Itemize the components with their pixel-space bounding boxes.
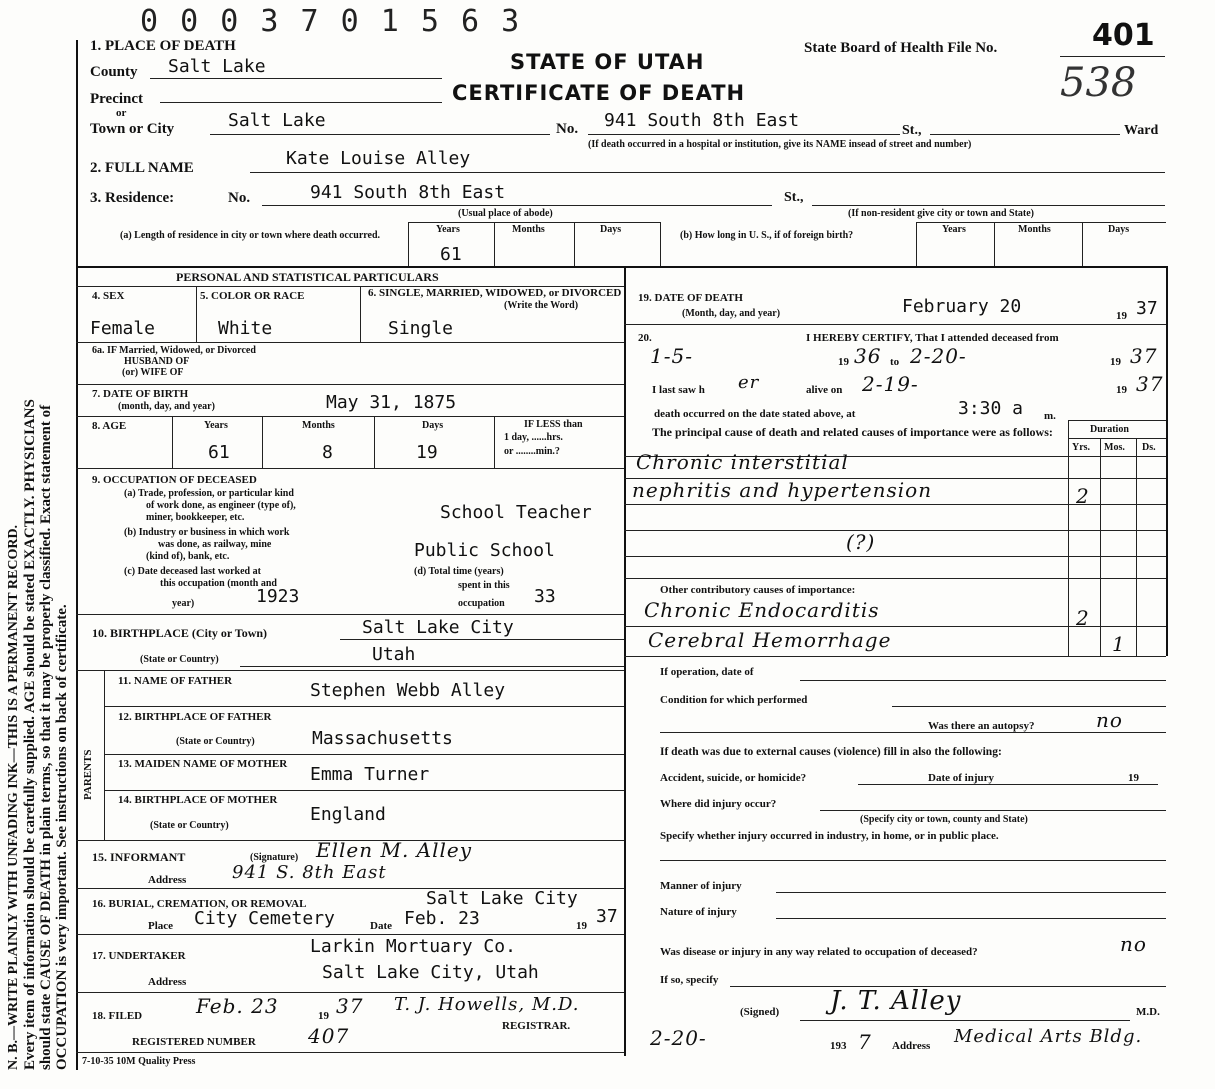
res-days-label: Days	[600, 224, 622, 235]
age-months-value: 8	[322, 442, 333, 463]
undertaker-label: 17. UNDERTAKER	[92, 950, 186, 962]
specify-injury-label: Specify whether injury occurred in industry, in home, or in public place.	[660, 830, 999, 842]
spouse-husband-label: HUSBAND OF	[124, 356, 190, 367]
marital-label: 6. SINGLE, MARRIED, WIDOWED, or DIVORCED	[368, 287, 622, 299]
burial-label: 16. BURIAL, CREMATION, OR REMOVAL	[92, 898, 307, 910]
or-label: or	[116, 107, 127, 119]
margin-warning: N. B.—WRITE PLAINLY WITH UNFADING INK—THIS IS A PERMANENT RECORD.	[6, 524, 21, 1070]
certify-to-year: 37	[1130, 344, 1158, 368]
informant-sig-label: (Signature)	[250, 852, 299, 863]
undertaker-address: Salt Lake City, Utah	[322, 962, 539, 983]
if-so-label: If so, specify	[660, 974, 719, 986]
nonresident-note: (If non-resident give city or town and State)	[848, 208, 1035, 219]
usual-abode-note: (Usual place of abode)	[458, 208, 553, 219]
cause-line-2-years: 2	[1076, 484, 1090, 508]
father-birthplace-value: Massachusetts	[312, 728, 453, 749]
spouse-wife-label: (or) WIFE OF	[122, 367, 184, 378]
street-no-label: No.	[556, 121, 579, 137]
occupation-d-line2: spent in this	[458, 580, 510, 591]
informant-label: 15. INFORMANT	[92, 850, 186, 864]
injury-date-label: Date of injury	[928, 772, 994, 784]
marital-note: (Write the Word)	[504, 300, 579, 311]
handwritten-file-number: 538	[1060, 60, 1137, 106]
dob-label: 7. DATE OF BIRTH	[92, 388, 189, 400]
date-of-death-value: February 20	[902, 296, 1022, 317]
manner-label: Manner of injury	[660, 880, 742, 892]
cause-line-2: nephritis and hypertension	[632, 478, 933, 502]
certify-text: I HEREBY CERTIFY, That I attended deceased from	[806, 332, 1059, 344]
age-years-label: Years	[204, 420, 228, 431]
occupation-a-label: (a) Trade, profession, or particular kind	[124, 488, 294, 499]
other-cause-1-years: 2	[1076, 606, 1090, 630]
accident-label: Accident, suicide, or homicide?	[660, 772, 807, 784]
certify-from-year-prefix: 19	[838, 356, 849, 368]
nature-label: Nature of injury	[660, 906, 737, 918]
duration-mos-label: Mos.	[1104, 442, 1125, 453]
occupation-last-worked: 1923	[256, 586, 300, 607]
autopsy-value: no	[1096, 708, 1123, 732]
mother-birthplace-label: 14. BIRTHPLACE OF MOTHER	[118, 794, 278, 806]
birthplace-city: Salt Lake City	[362, 617, 514, 638]
other-cause-2-months: 1	[1112, 632, 1126, 656]
signed-year-prefix: 193	[830, 1040, 847, 1052]
certify-to-year-prefix: 19	[1110, 356, 1121, 368]
town-value: Salt Lake	[228, 110, 326, 131]
cause-line-1: Chronic interstitial	[636, 450, 849, 474]
sex-label: 4. SEX	[92, 290, 125, 302]
other-cause-1: Chronic Endocarditis	[644, 598, 880, 622]
county-value: Salt Lake	[168, 56, 266, 77]
alive-year: 37	[1136, 372, 1164, 396]
residence-no-label: No.	[228, 190, 251, 206]
md-label: M.D.	[1136, 1006, 1160, 1018]
res-months-label: Months	[512, 224, 545, 235]
death-occurred-label: death occurred on the date stated above, at	[654, 408, 856, 420]
filed-year-prefix: 19	[318, 1010, 329, 1022]
occupation-a-line3: miner, bookkeeper, etc.	[146, 512, 245, 523]
signed-label: (Signed)	[740, 1006, 780, 1018]
occupation-industry: Public School	[414, 540, 555, 561]
street-st-label: St.,	[902, 123, 922, 138]
registrar-signature: T. J. Howells, M.D.	[394, 994, 580, 1015]
alive-year-prefix: 19	[1116, 384, 1127, 396]
birthplace-state: Utah	[372, 644, 416, 665]
father-birthplace-label: 12. BIRTHPLACE OF FATHER	[118, 711, 272, 723]
filed-date: Feb. 23	[196, 994, 279, 1018]
certificate-title: CERTIFICATE OF DEATH	[452, 81, 746, 105]
occupation-c-label: (c) Date deceased last worked at	[124, 566, 261, 577]
age-years-value: 61	[208, 442, 230, 463]
operation-label: If operation, date of	[660, 666, 754, 678]
county-label: County	[90, 64, 138, 80]
spouse-label: 6a. IF Married, Widowed, or Divorced	[92, 345, 256, 356]
last-saw-label: I last saw h	[652, 384, 705, 396]
town-label: Town or City	[90, 121, 175, 137]
burial-year: 37	[596, 906, 618, 927]
margin-instructions-3: OCCUPATION is very important. See instructions on back of certificate.	[54, 604, 70, 1070]
date-of-death-year-prefix: 19	[1116, 310, 1127, 322]
filed-year: 37	[336, 994, 364, 1018]
date-of-death-note: (Month, day, and year)	[682, 308, 781, 319]
occupation-c-line3: year)	[172, 598, 195, 609]
dob-note: (month, day, and year)	[118, 401, 215, 412]
occupation-d-label: (d) Total time (years)	[414, 566, 504, 577]
dob-value: May 31, 1875	[326, 392, 457, 413]
birthplace-state-label: (State or Country)	[140, 654, 219, 665]
age-less-min: or ........min.?	[504, 446, 560, 457]
duration-label: Duration	[1090, 424, 1129, 435]
occupation-total-years: 33	[534, 586, 556, 607]
age-days-label: Days	[422, 420, 444, 431]
occupation-b-line3: (kind of), bank, etc.	[146, 551, 230, 562]
duration-ds-label: Ds.	[1142, 442, 1156, 453]
us-years-label: Years	[942, 224, 966, 235]
age-less-label: IF LESS than	[524, 419, 583, 430]
burial-city: Salt Lake City	[426, 888, 578, 909]
related-value: no	[1120, 932, 1147, 956]
mother-label: 13. MAIDEN NAME OF MOTHER	[118, 758, 288, 770]
undertaker-name: Larkin Mortuary Co.	[310, 936, 516, 957]
injury-year-prefix: 19	[1128, 772, 1139, 784]
mother-value: Emma Turner	[310, 764, 430, 785]
mother-birthplace-note: (State or Country)	[150, 820, 229, 831]
us-months-label: Months	[1018, 224, 1051, 235]
burial-date-label: Date	[370, 920, 392, 932]
mother-birthplace-value: England	[310, 804, 386, 825]
registered-number-label: REGISTERED NUMBER	[132, 1036, 256, 1048]
condition-label: Condition for which performed	[660, 694, 808, 706]
filed-label: 18. FILED	[92, 1010, 143, 1022]
occupation-c-line2: this occupation (month and	[160, 578, 277, 589]
center-divider	[624, 266, 626, 1056]
age-less-hrs: 1 day, ......hrs.	[504, 432, 563, 443]
registered-number: 407	[308, 1024, 350, 1048]
cause-line-3: (?)	[846, 530, 876, 554]
residence-st-label: St.,	[784, 190, 804, 205]
residence-value: 941 South 8th East	[310, 182, 506, 203]
undertaker-address-label: Address	[148, 976, 187, 988]
full-name-label: 2. FULL NAME	[90, 160, 194, 176]
foreign-birth-label: (b) How long in U. S., if of foreign birth?	[680, 230, 854, 241]
where-injury-note: (Specify city or town, county and State)	[860, 814, 1028, 825]
hospital-note: (If death occurred in a hospital or institution, give its NAME insead of street and number)	[588, 139, 972, 150]
occupation-trade: School Teacher	[440, 502, 592, 523]
occupation-b-line2: was done, as railway, mine	[158, 539, 272, 550]
color-label: 5. COLOR OR RACE	[200, 290, 305, 302]
print-footer: 7-10-35 10M Quality Press	[82, 1056, 196, 1067]
informant-signature: Ellen M. Alley	[316, 838, 473, 862]
state-title: STATE OF UTAH	[510, 50, 705, 74]
occupation-a-line2: of work done, as engineer (type of),	[146, 500, 296, 511]
cause-heading: The principal cause of death and related causes of importance were as follows:	[652, 425, 1053, 439]
external-heading: If death was due to external causes (violence) fill in also the following:	[660, 746, 1002, 758]
margin-instructions-2: should state CAUSE OF DEATH in plain terms, so that it may be properly classified. Exact statement of	[38, 404, 54, 1070]
signed-year: 7	[858, 1030, 872, 1054]
residence-label: 3. Residence:	[90, 190, 175, 206]
parents-label: PARENTS	[82, 749, 94, 800]
place-of-death-heading: 1. PLACE OF DEATH	[90, 38, 236, 54]
date-of-death-year: 37	[1136, 298, 1158, 319]
occupation-label: 9. OCCUPATION OF DECEASED	[92, 474, 257, 486]
death-time-m: m.	[1044, 410, 1056, 422]
last-saw-her: er	[738, 372, 760, 393]
res-years-label: Years	[436, 224, 460, 235]
certify-from: 1-5-	[650, 344, 693, 368]
certify-to: 2-20-	[910, 344, 967, 368]
res-years-value: 61	[440, 244, 462, 265]
full-name-value: Kate Louise Alley	[286, 148, 471, 169]
death-time: 3:30 a	[958, 398, 1024, 419]
signed-address: Medical Arts Bldg.	[954, 1026, 1143, 1047]
left-border	[76, 40, 78, 1070]
color-value: White	[218, 318, 273, 339]
sex-value: Female	[90, 318, 156, 339]
other-causes-label: Other contributory causes of importance:	[660, 584, 856, 596]
street-value: 941 South 8th East	[604, 110, 800, 131]
certify-from-year: 36	[854, 344, 882, 368]
personal-heading: PERSONAL AND STATISTICAL PARTICULARS	[176, 270, 439, 284]
burial-place: City Cemetery	[194, 908, 335, 929]
age-label: 8. AGE	[92, 420, 127, 432]
informant-address: 941 S. 8th East	[232, 862, 387, 883]
alive-label: alive on	[806, 384, 843, 396]
father-label: 11. NAME OF FATHER	[118, 675, 233, 687]
where-injury-label: Where did injury occur?	[660, 798, 777, 810]
age-days-value: 19	[416, 442, 438, 463]
ward-label: Ward	[1124, 123, 1159, 138]
marital-value: Single	[388, 318, 454, 339]
birthplace-label: 10. BIRTHPLACE (City or Town)	[92, 626, 268, 640]
father-value: Stephen Webb Alley	[310, 680, 506, 701]
us-days-label: Days	[1108, 224, 1130, 235]
certify-to-label: to	[890, 356, 900, 368]
header-bottom-border	[76, 266, 1168, 268]
burial-date: Feb. 23	[404, 908, 480, 929]
informant-address-label: Address	[148, 874, 187, 886]
signed-date: 2-20-	[650, 1026, 707, 1050]
father-birthplace-note: (State or Country)	[176, 736, 255, 747]
registrar-label: REGISTRAR.	[502, 1020, 571, 1032]
age-months-label: Months	[302, 420, 335, 431]
right-border	[1166, 266, 1168, 656]
file-number-label: State Board of Health File No.	[804, 40, 998, 56]
burial-year-prefix: 19	[576, 920, 587, 932]
duration-yrs-label: Yrs.	[1072, 442, 1091, 453]
alive-date: 2-19-	[862, 372, 919, 396]
certificate-number: 0 0 0 3 7 0 1 5 6 3	[140, 4, 522, 39]
date-of-death-label: 19. DATE OF DEATH	[638, 292, 743, 304]
margin-instructions-1: Every item of information should be carefully supplied. AGE should be stated EXACTLY. PHYSICIANS	[22, 399, 38, 1070]
autopsy-label: Was there an autopsy?	[928, 720, 1035, 732]
other-cause-2: Cerebral Hemorrhage	[648, 628, 892, 652]
file-number: 401	[1092, 18, 1155, 53]
certify-number: 20.	[638, 332, 652, 344]
precinct-label: Precinct	[90, 91, 144, 107]
burial-place-label: Place	[148, 920, 174, 932]
related-label: Was disease or injury in any way related to occupation of deceased?	[660, 946, 978, 958]
physician-signature: J. T. Alley	[830, 986, 962, 1016]
signed-address-label: Address	[892, 1040, 931, 1052]
occupation-b-label: (b) Industry or business in which work	[124, 527, 290, 538]
length-of-residence-label: (a) Length of residence in city or town where death occurred.	[120, 230, 381, 241]
occupation-d-line3: occupation	[458, 598, 505, 609]
